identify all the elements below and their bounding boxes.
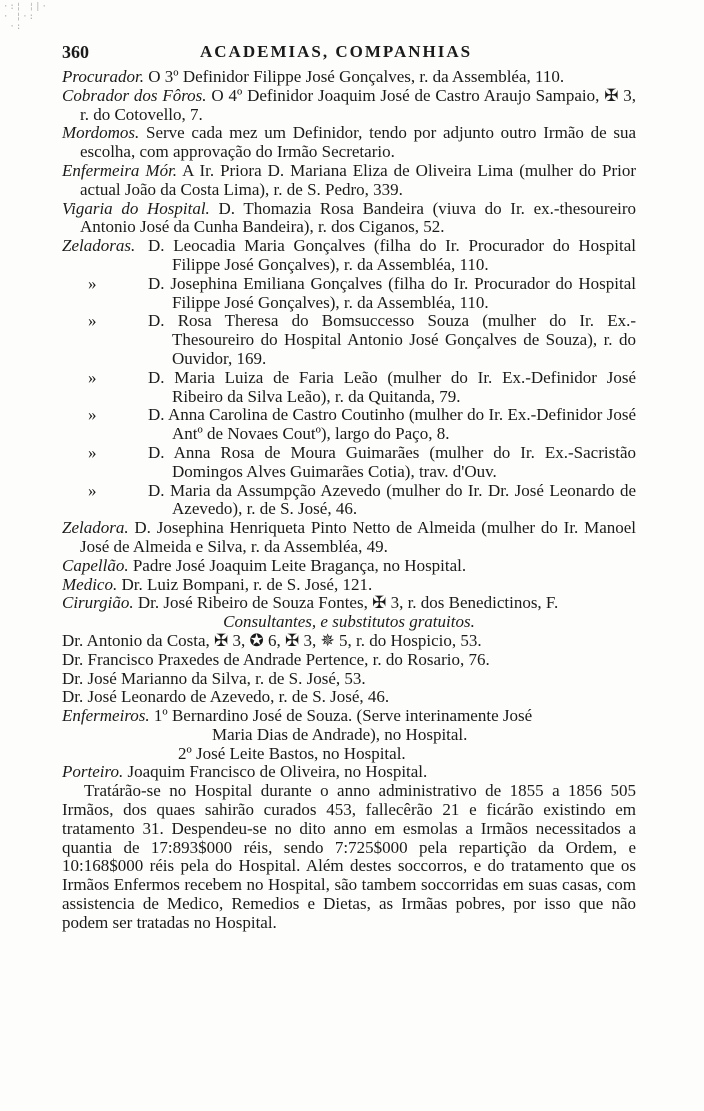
entry-text: Joaquim Francisco de Oliveira, no Hospital. — [127, 762, 428, 782]
entry-enfermeira-mor — [62, 162, 636, 200]
enfermeiro-first: 1º Bernardino José de Souza. (Serve interinamente José — [153, 706, 533, 726]
consultants-heading: Consultantes, e substitutos gratuitos. — [223, 612, 475, 632]
enfermeiro-first-cont: Maria Dias de Andrade), no Hospital. — [212, 724, 468, 744]
entry-text: Serve cada mez um Definidor, tendo por adjunto outro Irmão de sua escolha, com approvação do Irmão Secretario. — [80, 123, 636, 162]
ditto-mark: » — [88, 442, 97, 462]
ditto-mark: » — [88, 405, 97, 425]
running-head: ACADEMIAS, COMPANHIAS — [200, 42, 473, 61]
entry-label: Medico. — [62, 574, 118, 594]
enfermeiro-second: 2º José Leite Bastos, no Hospital. — [178, 743, 406, 763]
entry-capellao — [62, 557, 636, 576]
entry-label: Enfermeiros. — [62, 706, 150, 726]
entry-mordomos — [62, 124, 636, 162]
entry-enfermeiros — [62, 707, 636, 726]
entry-vigaria — [62, 200, 636, 238]
zeladora-text: D. Rosa Theresa do Bomsuccesso Souza (mulher do Ir. Ex.-Thesoureiro do Hospital Antonio José Gonçalves de Souza), r. do Ouvidor, 169. — [148, 311, 636, 368]
zeladora-item — [62, 482, 636, 520]
entry-label: Vigaria do Hospital. — [62, 198, 210, 218]
entry-text: D. Josephina Henriqueta Pinto Netto de Almeida (mulher do Ir. Manoel José de Almeida e Silva, r. da Assembléa, 49. — [80, 518, 637, 556]
entry-label: Porteiro. — [62, 762, 124, 782]
page-header — [62, 42, 642, 64]
zeladora-item — [62, 444, 636, 482]
zeladora-text: D. Leocadia Maria Gonçalves (filha do Ir. Procurador do Hospital Filippe José Gonçalves), r. da Assembléa, 110. — [148, 236, 636, 274]
entry-zeladora — [62, 519, 636, 557]
entry-cobrador — [62, 87, 636, 125]
entry-cirurgiao — [62, 594, 636, 613]
zeladora-text: D. Anna Carolina de Castro Coutinho (mulher do Ir. Ex.-Definidor José Antº de Novaes Coutº), largo do Paço, 8. — [148, 405, 636, 444]
entry-label: Cobrador dos Fôros. — [62, 85, 207, 105]
entry-label: Capellão. — [62, 555, 129, 575]
ditto-mark: » — [88, 480, 97, 500]
entry-label: Cirurgião. — [62, 593, 134, 613]
ditto-mark: » — [88, 367, 97, 387]
entry-text: Padre José Joaquim Leite Bragança, no Hospital. — [132, 555, 467, 575]
consultant-line: Dr. José Marianno da Silva, r. de S. José, 53. — [62, 668, 366, 688]
zeladora-item — [62, 312, 636, 368]
zeladoras-label: Zeladoras. — [62, 236, 136, 256]
ditto-mark: » — [88, 273, 97, 293]
entry-text: O 4º Definidor Joaquim José de Castro Araujo Sampaio, ✠ 3, r. do Cotovello, 7. — [80, 85, 637, 124]
entry-label: Zeladora. — [62, 518, 129, 538]
scan-artifact: ·:¦ ¦|· · ¦·: ·: — [3, 2, 48, 32]
closing-paragraph: Tratárão-se no Hospital durante o anno administrativo de 1855 a 1856 505 Irmãos, dos quaes sahirão curados 453, fallecêrão 21 e ficárão existindo em tratamento 31. Despendeu-se no dito anno em esmolas a Irmãos necessitados a quantia de 17:893$000 réis, sendo 7:725$000 pela repartição da Ordem, e 10:168$000 réis pela do Hospital. Além destes soccorros, e do tratamento que os Irmãos Enfermos recebem no Hospital, são tambem soccorridas em suas casas, com assistencia de Medico, Remedios e Dietas, as Irmãas pobres, por isso que não podem ser tratadas no Hospital. — [62, 781, 636, 932]
zeladora-text: D. Anna Rosa de Moura Guimarães (mulher do Ir. Ex.-Sacristão Domingos Alves Guimarães Cotia), trav. d'Ouv. — [148, 442, 636, 481]
entry-text: D. Thomazia Rosa Bandeira (viuva do Ir. ex.-thesoureiro Antonio José da Cunha Bandeira), r. dos Ciganos, 52. — [80, 198, 637, 237]
zeladora-item — [62, 406, 636, 444]
entry-text: A Ir. Priora D. Mariana Eliza de Oliveira Lima (mulher do Prior actual João da Costa Lima), r. de S. Pedro, 339. — [80, 160, 637, 199]
entry-label: Procurador. — [62, 67, 145, 86]
zeladora-item — [62, 369, 636, 407]
zeladora-item — [62, 237, 636, 275]
entry-medico — [62, 576, 636, 595]
zeladora-item — [62, 275, 636, 313]
consultant-line: Dr. José Leonardo de Azevedo, r. de S. José, 46. — [62, 687, 390, 707]
consultant-line: Dr. Francisco Praxedes de Andrade Pertence, r. do Rosario, 76. — [62, 649, 490, 669]
zeladora-text: D. Maria Luiza de Faria Leão (mulher do Ir. Ex.-Definidor José Ribeiro da Silva Leão), r. da Quitanda, 79. — [148, 367, 636, 406]
entry-text: O 3º Definidor Filippe José Gonçalves, r. da Assembléa, 110. — [148, 67, 565, 86]
entry-text: Dr. José Ribeiro de Souza Fontes, ✠ 3, r. dos Benedictinos, F. — [137, 593, 559, 613]
zeladora-text: D. Maria da Assumpção Azevedo (mulher do Ir. Dr. José Leonardo de Azevedo), r. de S. José, 46. — [148, 480, 636, 519]
zeladora-text: D. Josephina Emiliana Gonçalves (filha do Ir. Procurador do Hospital Filippe José Gonçalves), r. da Assembléa, 110. — [148, 273, 636, 312]
entry-procurador — [62, 68, 636, 87]
consultant-line: Dr. Antonio da Costa, ✠ 3, ✪ 6, ✠ 3, ✵ 5, r. do Hospicio, 53. — [62, 630, 482, 650]
entry-label: Mordomos. — [62, 123, 140, 143]
page-content — [62, 68, 636, 933]
entry-porteiro — [62, 763, 636, 782]
entry-label: Enfermeira Mór. — [62, 160, 178, 180]
ditto-mark: » — [88, 311, 97, 331]
entry-text: Dr. Luiz Bompani, r. de S. José, 121. — [121, 574, 373, 594]
page-number: 360 — [62, 42, 89, 62]
